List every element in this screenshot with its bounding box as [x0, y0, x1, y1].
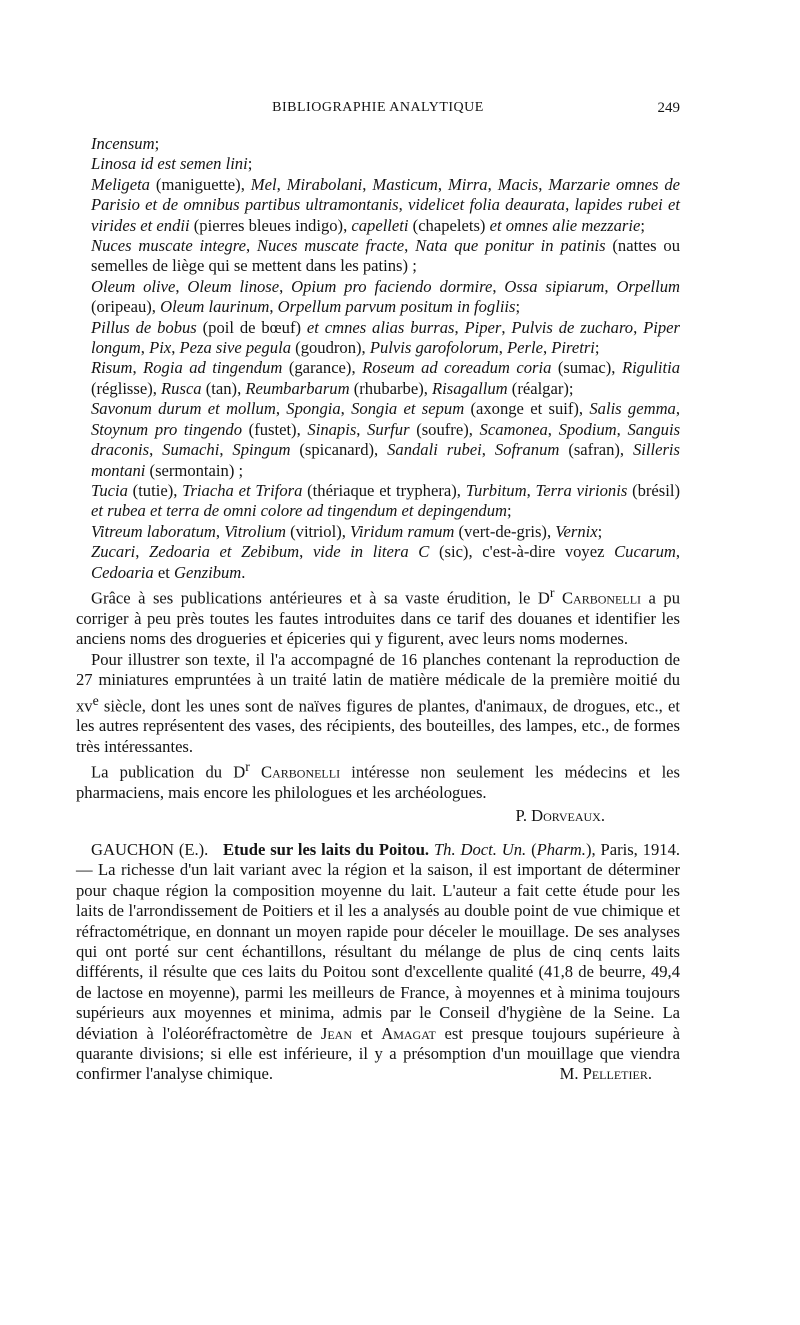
running-title: BIBLIOGRAPHIE ANALYTIQUE — [272, 100, 484, 115]
article-signature: M. Pelletier. — [559, 1064, 652, 1084]
page-header — [76, 100, 680, 122]
list-item: Pillus de bobus (poil de bœuf) et cmnes alias burras, Piper, Pulvis de zucharo, Piper longum, Pix, Peza sive pegula (goudron), Pulvis garofolorum, Perle, Piretri; — [91, 317, 680, 358]
paragraph: Grâce à ses publications antérieures et à sa vaste érudition, le $D^r$ Carbonelli a pu corriger à peu près toutes les fautes introduites dans ce tarif des douanes et identifier les anciens noms des drogueries et épiceries qui y figurent, avec leurs noms modernes. — [76, 584, 680, 649]
list-item: Meligeta (maniguette), Mel, Mirabolani, Masticum, Mirra, Macis, Marzarie omnes de Parisio et de omnibus partibus ultramontanis, videlicet folia deaurata, lapides rubei et virides et endii (pierres bleues indigo), capelleti (chapelets) et omnes alie mezzarie; — [91, 174, 681, 235]
list-item: Tucia (tutie), Triacha et Trifora (thériaque et tryphera), Turbitum, Terra virionis (brésil) et rubea et terra de omni colore ad tingendum et depingendum; — [91, 480, 680, 521]
list-item: Oleum olive, Oleum linose, Opium pro faciendo dormire, Ossa sipiarum, Orpellum (oripeau), Oleum laurinum, Orpellum parvum positum in fogliis; — [91, 276, 681, 317]
review-article — [76, 840, 680, 1085]
list-item: Savonum durum et mollum, Spongia, Songia et sepum (axonge et suif), Salis gemma, Stoynum pro tingendo (fustet), Sinapis, Surfur (soufre), Scamonea, Spodium, Sanguis draconis, Sumachi, Spingum (spicanard), Sandali rubei, Sofranum (safran), Silleris montani (sermontain) ; — [91, 399, 681, 480]
list-item: Linosa id est semen lini; — [91, 154, 253, 174]
paragraph: Pour illustrer son texte, il l'a accompagné de 16 planches contenant la reproduction de 27 miniatures empruntées à un traité latin de matière médicale de la première moitié du $xv^e$ siècle, dont les unes sont de naïves figures de plantes, d'animaux, de drogues, etc., et les autres représentent des vases, des récipients, des bouteilles, des lampes, etc., de formes très intéressantes. — [76, 649, 680, 756]
body-text — [76, 134, 680, 1085]
article-body: Th. Doct. Un. (Pharm.), Paris, 1914. — La richesse d'un lait variant avec la région et la saison, il est important de déterminer pour chaque région la composition moyenne du lait. L'auteur a fait cette étude pour les laits de l'arrondissement de Poitiers et il les a analysés au double point de vue chimique et réfractométrique, en donnant un moyen rapide pour déceler le mouillage. De ses analyses qui ont porté sur cent échantillons, résultant du mélange de plus de cinq cents laits différents, il résulte que ces laits du Poitou sont d'excellente qualité (41,8 de beurre, 49,4 de lactose en moyenne), parmi les meilleurs de France, à moyennes et à minima toujours supérieurs aux moyennes et minima, admis par le Conseil d'hygiène de la Seine. La déviation à l'oléoréfractomètre de Jean et Amagat est presque toujours supérieure à quarante divisions; si elle est inférieure, il y a présomption d'un mouillage que viendra confirmer l'analyse chimique. — [76, 840, 681, 1084]
article-title: Etude sur les laits du Poitou. — [222, 840, 430, 859]
list-item: Risum, Rogia ad tingendum (garance), Roseum ad coreadum coria (sumac), Rigulitia (réglisse), Rusca (tan), Reumbarbarum (rhubarbe), Risagallum (réalgar); — [91, 358, 681, 398]
page-number: 249 — [657, 100, 680, 116]
list-item: Incensum; — [91, 134, 160, 153]
review-signature: P. Dorveaux. — [515, 805, 605, 825]
article-author: GAUCHON (E.). — [91, 840, 209, 859]
list-item: Nuces muscate integre, Nuces muscate fracte, Nata que ponitur in patinis (nattes ou semelles de liège qui se mettent dans les patins) ; — [91, 236, 681, 276]
list-item: Zucari, Zedoaria et Zebibum, vide in litera C (sic), c'est-à-dire voyez Cucarum, Cedoaria et Genzibum. — [91, 542, 681, 582]
paragraph: La publication du $D^r$ Carbonelli intéresse non seulement les médecins et les pharmaciens, mais encore les philologues et les archéologues. — [76, 759, 680, 803]
list-item: Vitreum laboratum, Vitrolium (vitriol), Viridum ramum (vert-de-gris), Vernix; — [91, 521, 603, 541]
